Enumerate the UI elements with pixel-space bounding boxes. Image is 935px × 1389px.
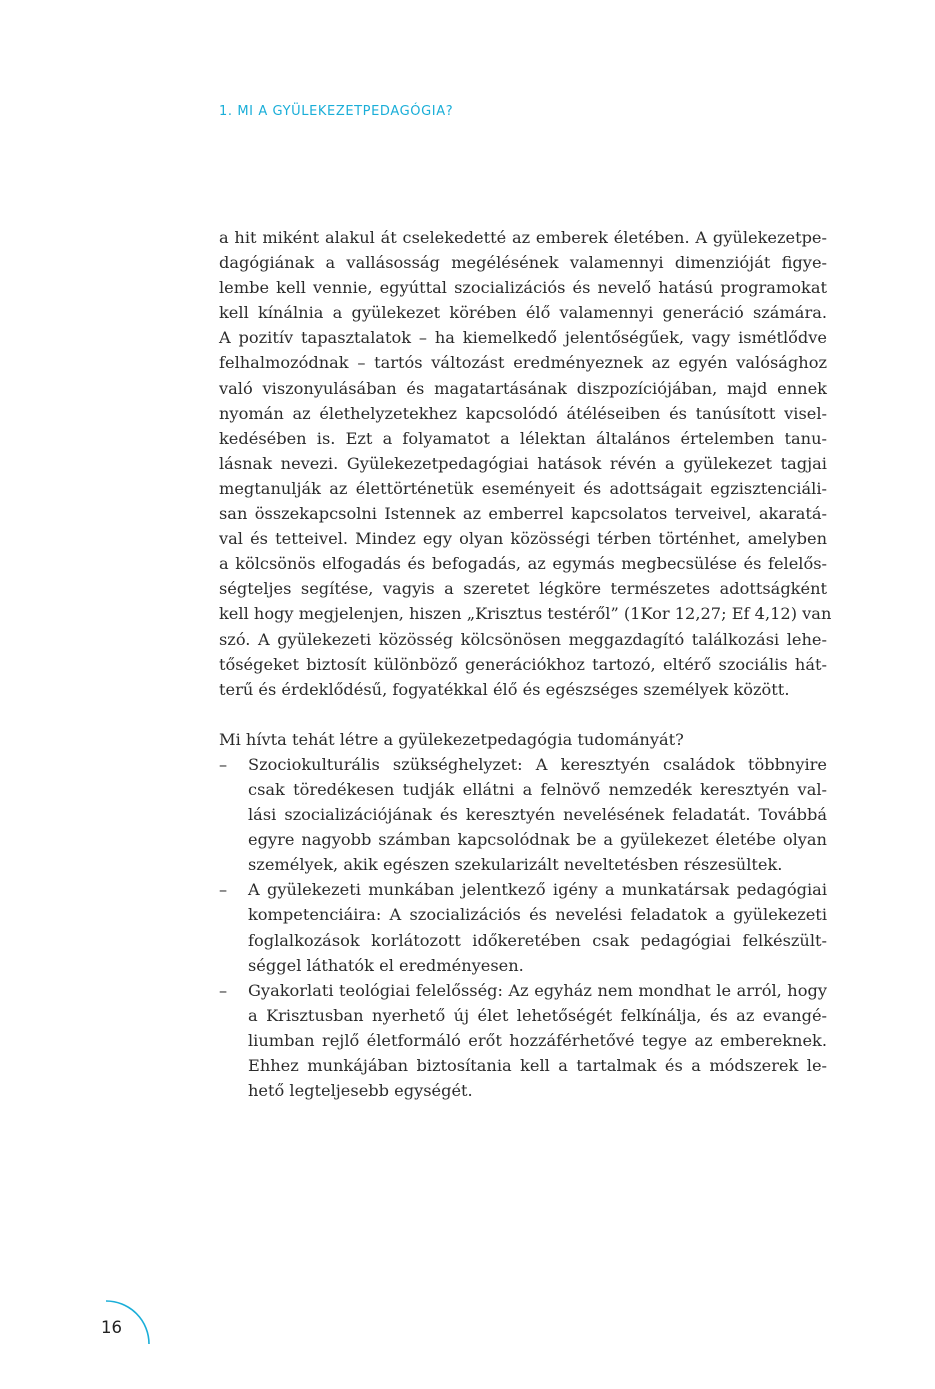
text-line: Gyakorlati teológiai felelősség: Az egyház nem mondhat le arról, hogy bbox=[248, 980, 827, 1000]
text-line: felhalmozódnak – tartós változást eredményeznek az egyén valósághoz bbox=[219, 353, 827, 373]
text-line: lásnak nevezi. Gyülekezetpedagógiai hatások révén a gyülekezet tagjai bbox=[219, 453, 827, 473]
text-line: a hit miként alakul át cselekedetté az emberek életében. A gyülekezetpe- bbox=[219, 228, 827, 247]
text-line: liumban rejlő életformáló erőt hozzáférhetővé tegye az embereknek. bbox=[248, 1030, 827, 1050]
running-header: 1. MI A GYÜLEKEZETPEDAGÓGIA? bbox=[219, 104, 454, 119]
text-line: A pozitív tapasztalatok – ha kiemelkedő jelentőségűek, vagy ismétlődve bbox=[219, 328, 827, 348]
text-line: csak töredékesen tudják ellátni a felnövő nemzedék keresztyén val- bbox=[248, 779, 827, 799]
list-dash: – bbox=[219, 880, 228, 900]
reasons-list bbox=[219, 752, 827, 1103]
text-line: a Krisztusban nyerhető új élet lehetőségét felkínálja, és az evangé- bbox=[248, 1005, 827, 1025]
text-line: lási szocializációjának és keresztyén nevelésének feladatát. Továbbá bbox=[248, 805, 827, 825]
list-item bbox=[219, 978, 827, 1103]
text-line: kedésében is. Ezt a folyamatot a lélektan általános értelemben tanu- bbox=[219, 428, 827, 448]
text-line: Mi hívta tehát létre a gyülekezetpedagógia tudományát? bbox=[219, 729, 684, 749]
text-line: a kölcsönös elfogadás és befogadás, az egymás megbecsülése és felelős- bbox=[219, 554, 827, 574]
list-dash: – bbox=[219, 754, 228, 774]
text-line: A gyülekezeti munkában jelentkező igény a munkatársak pedagógiai bbox=[248, 880, 827, 900]
text-line: val és tetteivel. Mindez egy olyan közösségi térben történhet, amelyben bbox=[219, 529, 827, 549]
text-line: kompetenciáira: A szocializációs és nevelési feladatok a gyülekezeti bbox=[248, 905, 827, 925]
paragraph-spacer bbox=[219, 702, 827, 727]
text-line: nyomán az élethelyzetekhez kapcsolódó átéléseiben és tanúsított visel- bbox=[219, 403, 827, 423]
page-footer bbox=[96, 1298, 156, 1348]
list-item bbox=[219, 877, 827, 977]
text-line: személyek, akik egészen szekularizált neveltetésben részesültek. bbox=[248, 855, 783, 875]
text-line: lembe kell vennie, egyúttal szocializációs és nevelő hatású programokat bbox=[219, 278, 827, 298]
text-line: san összekapcsolni Istennek az emberrel kapcsolatos terveivel, akaratá- bbox=[219, 504, 827, 524]
text-line: kell hogy megjelenjen, hiszen „Krisztus testéről” (1Kor 12,27; Ef 4,12) van bbox=[219, 604, 832, 624]
text-line: dagógiának a vallásosság megélésének valamennyi dimenzióját figye- bbox=[219, 253, 827, 273]
list-item bbox=[219, 752, 827, 877]
text-line: foglalkozások korlátozott időkeretében csak pedagógiai felkészült- bbox=[248, 930, 827, 950]
text-line: Szociokulturális szükséghelyzet: A keresztyén családok többnyire bbox=[248, 754, 827, 774]
text-line: szó. A gyülekezeti közösség kölcsönösen meggazdagító találkozási lehe- bbox=[219, 629, 827, 649]
list-dash: – bbox=[219, 980, 228, 1000]
text-line: ségteljes segítése, vagyis a szeretet légköre természetes adottságként bbox=[219, 579, 827, 599]
text-line: egyre nagyobb számban kapcsolódnak be a gyülekezet életébe olyan bbox=[248, 830, 827, 850]
page-number: 16 bbox=[101, 1318, 122, 1337]
paragraph-1 bbox=[219, 225, 832, 702]
text-line: terű és érdeklődésű, fogyatékkal élő és egészséges személyek között. bbox=[219, 679, 790, 699]
text-line: megtanulják az élettörténetük eseményeit és adottságait egzisztenciáli- bbox=[219, 478, 827, 498]
text-line: hető legteljesebb egységét. bbox=[248, 1081, 473, 1101]
text-line: való viszonyulásában és magatartásának diszpozíciójában, majd ennek bbox=[219, 378, 827, 398]
text-line: séggel láthatók el eredményesen. bbox=[248, 955, 524, 975]
body-text bbox=[219, 225, 832, 1103]
text-line: kell kínálnia a gyülekezet körében élő valamennyi generáció számára. bbox=[219, 303, 827, 323]
text-line: tőségeket biztosít különböző generációkhoz tartozó, eltérő szociális hát- bbox=[219, 654, 827, 674]
question-line bbox=[219, 727, 827, 752]
text-line: Ehhez munkájában biztosítania kell a tartalmak és a módszerek le- bbox=[248, 1056, 827, 1075]
